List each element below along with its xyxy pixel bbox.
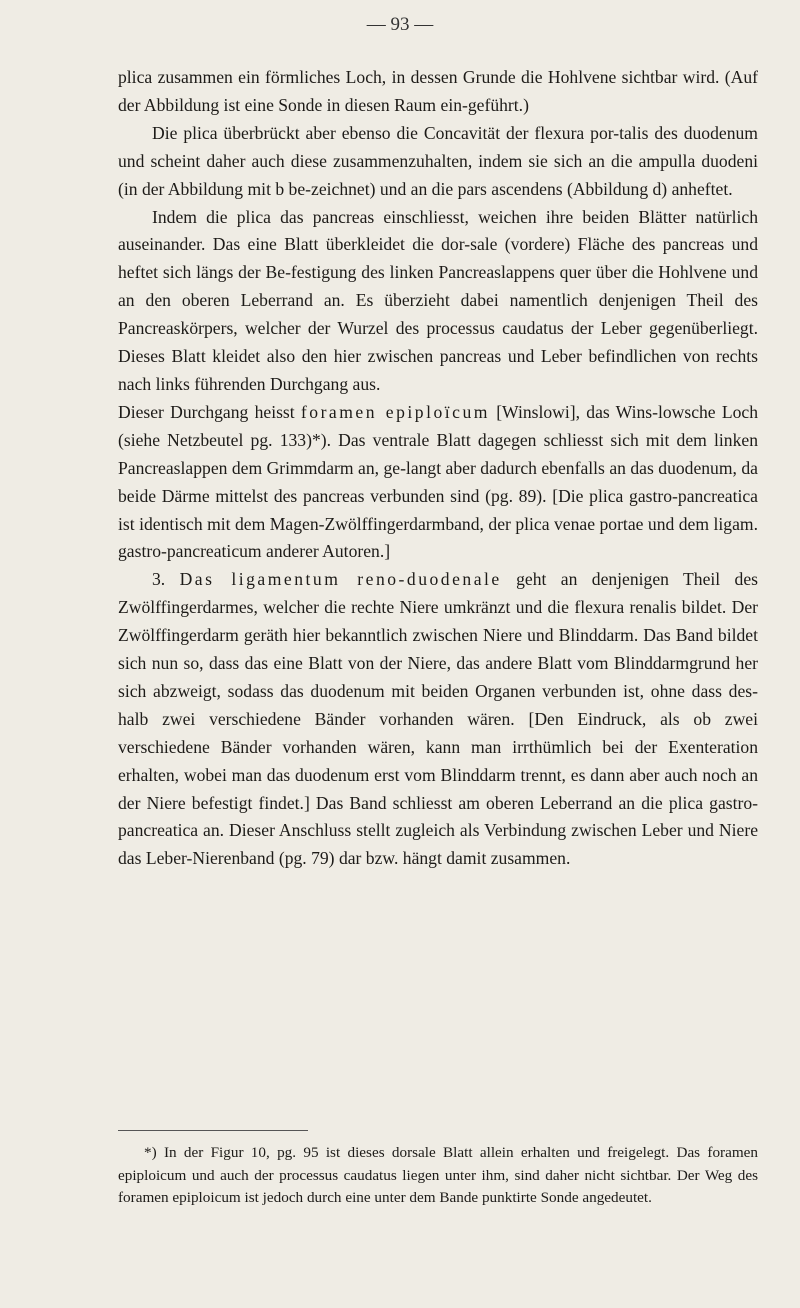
paragraph-text: geht an denjenigen Theil des Zwölffingerdarmes, welcher die rechte Niere umkränzt und die flexura renalis bildet. Der Zwölffingerdarm geräth hier bekanntlich zwischen Niere und Blinddarm. Das Band bildet sich nun so, dass das eine Blatt von der Niere, das andere Blatt vom Blinddarmgrund her sich abzweigt, sodass das duodenum mit beiden Organen verbunden ist, ohne dass des-halb zwei verschiedene Bänder vorhanden wären. [Den Eindruck, als ob zwei verschiedene Bänder vorhanden wären, kann man irrthümlich bei der Exenteration erhalten, wobei man das duodenum erst vom Blinddarm trennt, es dann aber auch noch an der Niere befestigt findet.] Das Band schliesst am oberen Leberrand an die plica gastro-pancreatica an. Dieser Anschluss stellt zugleich als Verbindung zwischen Leber und Niere das Leber-Nierenband (pg. 79) dar bzw. hängt damit zusammen. bbox=[118, 569, 759, 869]
paragraph-text: [Winslowi], das Wins-lowsche Loch (siehe Netzbeutel pg. 133)*). Das ventrale Blatt dagegen schliesst sich mit dem linken Pancreaslappen dem Grimmdarm an, ge-langt aber dadurch ebenfalls an das duodenum, da beide Därme mittelst des pancreas verbunden sind (pg. 89). [Die plica gastro-pancreatica ist identisch mit dem Magen-Zwölffingerdarmband, der plica venae portae und dem ligam. gastro-pancreaticum anderer Autoren.] bbox=[118, 401, 759, 562]
paragraph: Indem die plica das pancreas einschliesst, weichen ihre beiden Blätter natürlich auseinander. Das eine Blatt überkleidet die dor-sale (vordere) Fläche des pancreas und heftet sich längs der Be-festigung des linken Pancreaslappens quer über die Hohlvene und an den oberen Leberrand an. Es überzieht dabei namentlich denjenigen Theil des Pancreaskörpers, welcher der Wurzel des processus caudatus der Leber gegenüberliegt. Dieses Blatt kleidet also den hier zwischen pancreas und Leber befindlichen von rechts nach links führenden Durchgang aus. bbox=[118, 206, 758, 394]
paragraph-text: 3. bbox=[152, 569, 180, 590]
footnote bbox=[118, 1142, 758, 1210]
footnote-separator bbox=[118, 1130, 308, 1131]
paragraph: plica zusammen ein förmliches Loch, in dessen Grunde die Hohlvene sichtbar wird. (Auf der Abbildung ist eine Sonde in diesen Raum ein-geführt.) bbox=[118, 67, 758, 115]
footnote-text: *) In der Figur 10, pg. 95 ist dieses dorsale Blatt allein erhalten und freigelegt. Das foramen epiploicum und auch der processus caudatus liegen unter ihm, sind daher nicht sichtbar. Der Weg des foramen epiploicum ist jedoch durch eine unter dem Bande punktirte Sonde angedeutet. bbox=[118, 1144, 758, 1206]
emphasized-term: foramen epiploïcum bbox=[300, 401, 490, 422]
page-number: — 93 — bbox=[366, 14, 434, 35]
paragraph bbox=[118, 566, 758, 873]
paragraph bbox=[118, 399, 758, 566]
paragraph: Die plica überbrückt aber ebenso die Concavität der flexura por-talis des duodenum und scheint daher auch diese zusammenzuhalten, indem sie sich an die ampulla duodeni (in der Abbildung mit b be-zeichnet) und an die pars ascendens (Abbildung d) anheftet. bbox=[118, 122, 758, 199]
emphasized-term: Das ligamentum reno-duodenale bbox=[179, 569, 502, 590]
paragraph-text: Dieser Durchgang heisst bbox=[118, 401, 301, 422]
main-text bbox=[118, 64, 758, 873]
